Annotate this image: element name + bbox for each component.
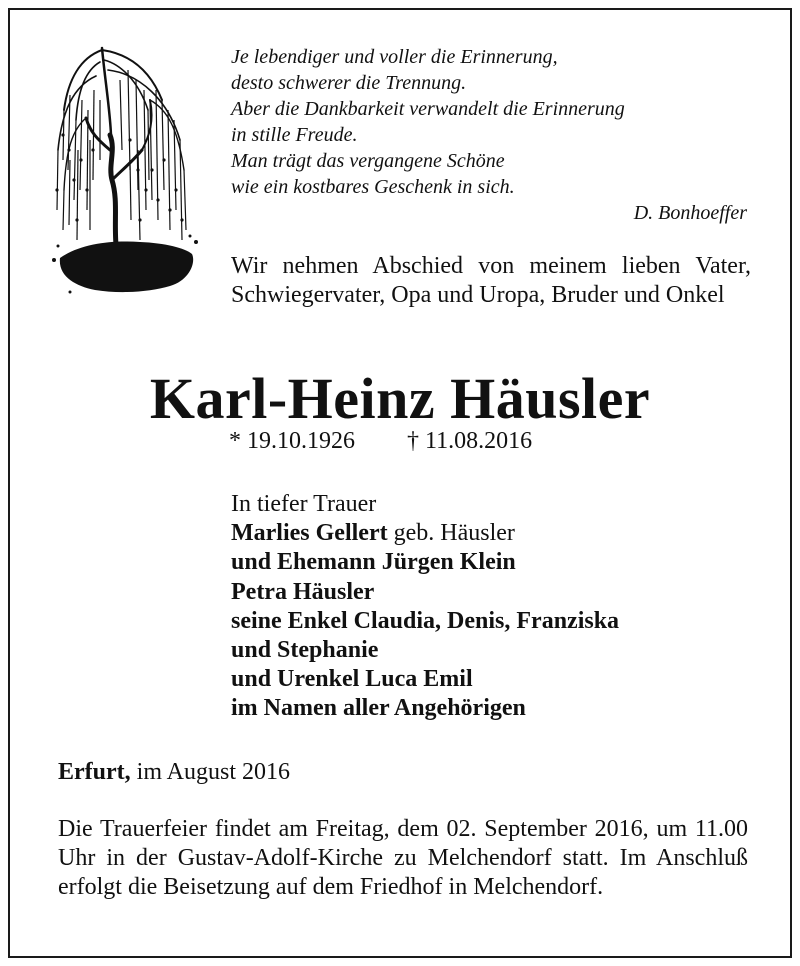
poem-line: in stille Freude. [231,124,358,146]
poem-line: desto schwerer die Trennung. [231,72,467,94]
death-date: † 11.08.2016 [407,428,533,454]
poem-author: D. Bonhoeffer [633,202,747,224]
funeral-info: Die Trauerfeier findet am Freitag, dem 02. September 2016, um 11.00 Uhr in der Gustav-Adolf-Kirche zu Melchendorf statt. Im Anschluß erfolgt die Beisetzung auf dem Friedhof in Melchendorf. [58,816,748,900]
place-city: Erfurt, [58,759,131,785]
weeping-willow-icon [50,40,200,296]
mourners-list [231,490,751,724]
mourner-row: und Ehemann Jürgen Klein [231,549,516,576]
mourner-row: und Urenkel Luca Emil [231,666,473,693]
mourner-name: Marlies Gellert [231,520,388,547]
poem-line: Man trägt das vergangene Schöne [231,150,505,172]
poem-line: wie ein kostbares Geschenk in sich. [231,176,515,198]
poem [231,44,751,226]
mourner-row [231,519,751,548]
poem-line: Aber die Dankbarkeit verwandelt die Erinnerung [231,98,625,120]
place-month: im August 2016 [130,759,291,785]
mourner-row: Petra Häusler [231,578,375,605]
intro-text: Wir nehmen Abschied von meinem lieben Vater, Schwiegervater, Opa und Uropa, Bruder und Onkel [231,253,751,308]
place-date [58,757,290,787]
poem-line: Je lebendiger und voller die Erinnerung, [231,46,558,68]
birth-date: * 19.10.1926 [229,428,355,454]
mourner-row: und Stephanie [231,637,379,664]
mourner-suffix: geb. Häusler [387,520,515,547]
deceased-name: Karl-Heinz Häusler [149,366,651,431]
mourners-heading: In tiefer Trauer [231,491,377,517]
mourner-row: im Namen aller Angehörigen [231,695,526,722]
mourner-row: seine Enkel Claudia, Denis, Franziska [231,607,620,634]
life-dates [229,426,532,456]
